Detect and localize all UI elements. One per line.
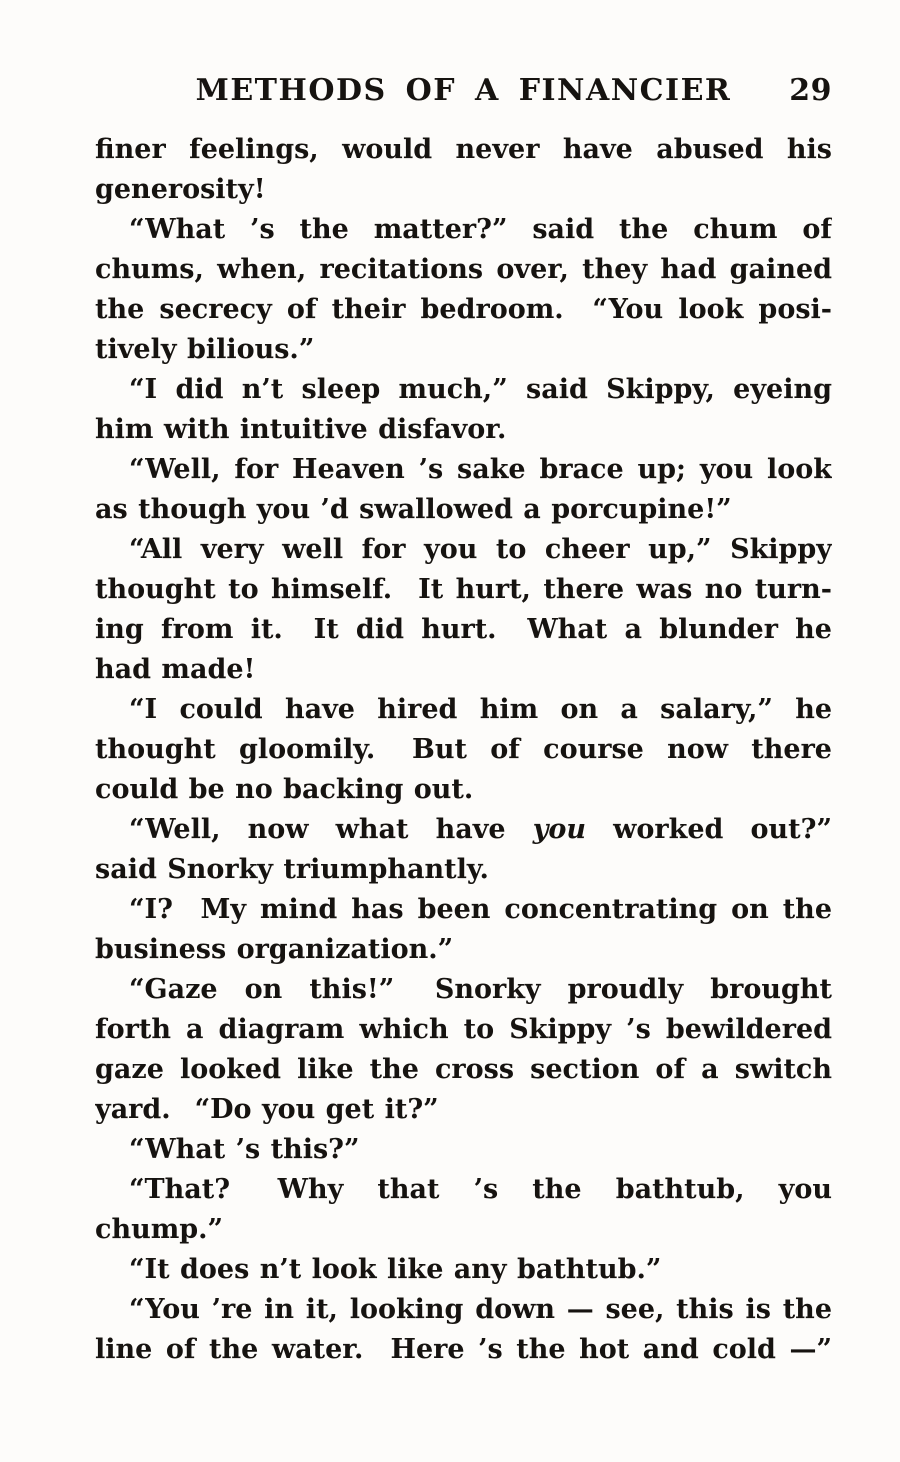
text-run: him with intuitive disfavor. [95,414,507,445]
text-line [95,210,832,250]
text-run: “Gaze on this!” Snorky proudly brought [129,974,832,1005]
text-line [95,1210,832,1250]
text-run: the secrecy of their bedroom. “You look posi- [95,294,832,325]
text-run: thought gloomily. But of course now there [95,734,832,765]
text-run: chump.” [95,1214,224,1245]
text-line [95,730,832,770]
text-run: “You ’re in it, looking down — see, this is the [129,1294,832,1325]
text-run: tively bilious.” [95,334,315,365]
text-run: “What ’s the matter?” said the chum of [129,214,832,245]
text-line [95,410,832,450]
text-run: “Well, for Heaven ’s sake brace up; you look [129,454,832,485]
text-run: finer feelings, would never have abused his [95,134,832,165]
text-run: business organization.” [95,934,454,965]
text-run: thought to himself. It hurt, there was no turn- [95,574,832,605]
text-run: “I? My mind has been concentrating on the [129,894,832,925]
text-line [95,290,832,330]
text-run: as though you ’d swallowed a porcupine!” [95,494,732,525]
text-line [95,810,832,850]
text-line [95,690,832,730]
text-run: worked out?” [586,814,832,845]
chapter-title: METHODS OF A FINANCIER [195,73,732,108]
text-line [95,1330,832,1370]
text-line [95,1170,832,1210]
text-line [95,970,832,1010]
text-line [95,570,832,610]
text-line [95,530,832,570]
text-run: “What ’s this?” [129,1134,360,1165]
text-line [95,1010,832,1050]
body-text [95,130,832,1370]
running-header [95,70,832,112]
page-number: 29 [789,73,832,108]
text-run: “All very well for you to cheer up,” Skippy [129,534,832,565]
text-run: could be no backing out. [95,774,474,805]
text-line [95,610,832,650]
text-line [95,1130,832,1170]
text-run: “It does n’t look like any bathtub.” [129,1254,662,1285]
text-run: had made! [95,654,256,685]
text-run: chums, when, recitations over, they had gained [95,254,832,285]
text-run: “Well, now what have [129,814,533,845]
text-run: forth a diagram which to Skippy ’s bewildered [95,1014,832,1045]
text-line [95,1050,832,1090]
text-line [95,650,832,690]
text-run: line of the water. Here ’s the hot and cold —” [95,1334,832,1365]
text-run: yard. “Do you get it?” [95,1094,439,1125]
text-line [95,1290,832,1330]
text-line [95,370,832,410]
text-run: generosity! [95,174,266,205]
text-line [95,890,832,930]
text-line [95,170,832,210]
text-run: gaze looked like the cross section of a switch [95,1054,832,1085]
text-line [95,930,832,970]
text-line [95,130,832,170]
text-run: “I did n’t sleep much,” said Skippy, eyeing [129,374,832,405]
text-line [95,250,832,290]
text-line [95,330,832,370]
text-line [95,850,832,890]
text-run: ing from it. It did hurt. What a blunder he [95,614,832,645]
text-line [95,770,832,810]
text-line [95,1250,832,1290]
text-run: “That? Why that ’s the bathtub, you [129,1174,832,1205]
text-run: “I could have hired him on a salary,” he [129,694,832,725]
text-line [95,1090,832,1130]
italic-word: you [532,814,587,845]
text-line [95,490,832,530]
text-line [95,450,832,490]
text-run: said Snorky triumphantly. [95,854,489,885]
